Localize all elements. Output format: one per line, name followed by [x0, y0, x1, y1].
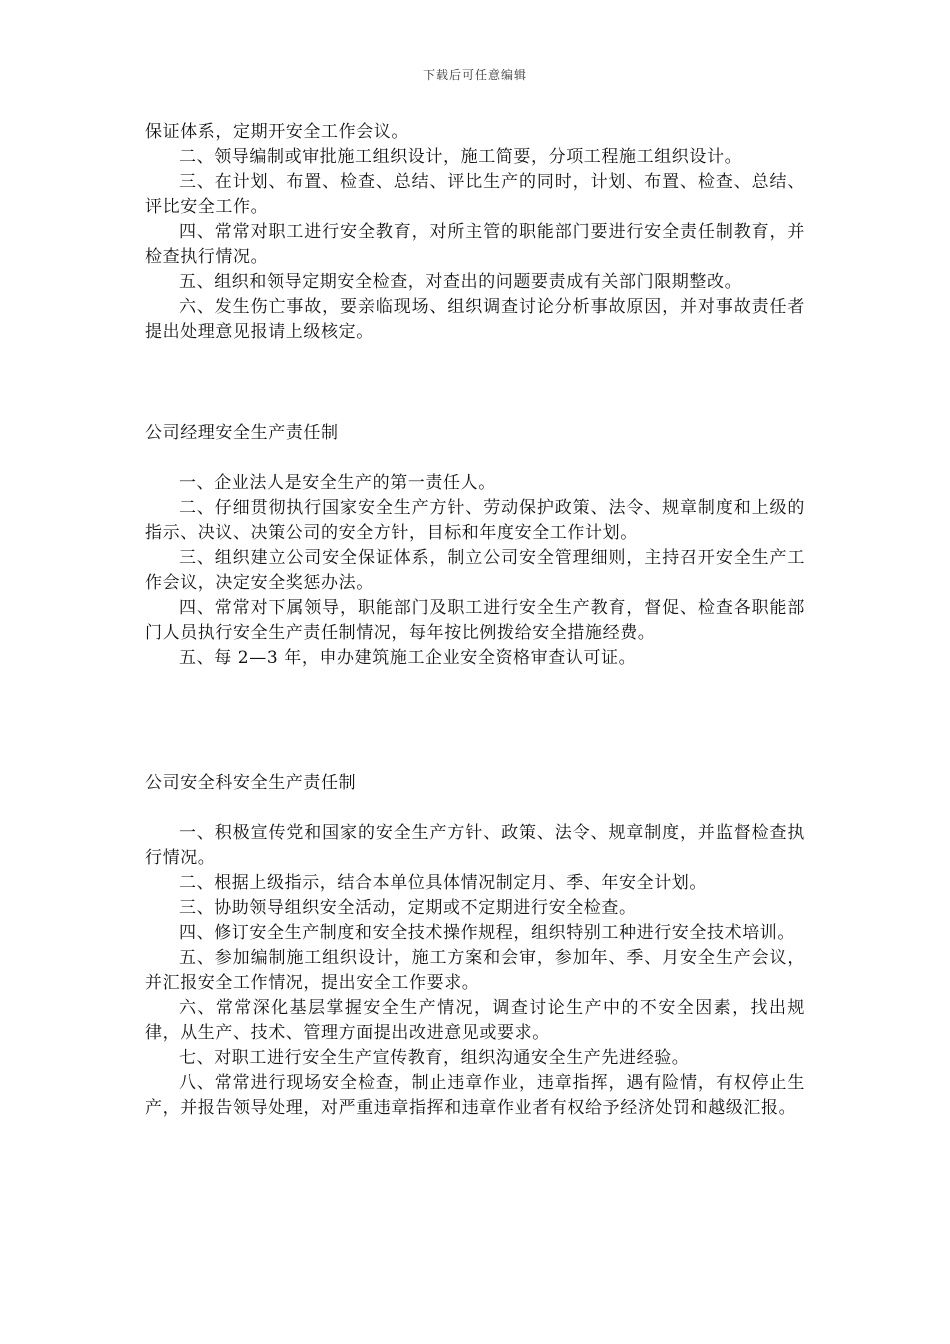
paragraph: 一、积极宣传党和国家的安全生产方针、政策、法令、规章制度，并监督检查执行情况。	[145, 823, 805, 868]
paragraph: 六、常常深化基层掌握安全生产情况，调查讨论生产中的不安全因素，找出规律，从生产、技术、管理方面提出改进意见或要求。	[145, 998, 805, 1043]
paragraph: 保证体系，定期开安全工作会议。	[145, 122, 409, 142]
paragraph: 五、组织和领导定期安全检查，对查出的问题要责成有关部门限期整改。	[179, 272, 743, 292]
paragraph: 五、参加编制施工组织设计，施工方案和会审，参加年、季、月安全生产会议，并汇报安全工作情况，提出安全工作要求。	[145, 948, 805, 993]
paragraph: 四、常常对职工进行安全教育，对所主管的职能部门要进行安全责任制教育，并检查执行情况。	[145, 222, 805, 267]
spacer	[145, 446, 805, 471]
paragraph: 五、每 2—3 年，申办建筑施工企业安全资格审查认可证。	[179, 648, 637, 668]
paragraph: 六、发生伤亡事故，要亲临现场、组织调查讨论分析事故原因，并对事故责任者提出处理意见报请上级核定。	[145, 297, 805, 342]
paragraph: 一、企业法人是安全生产的第一责任人。	[179, 473, 496, 493]
page-header: 下载后可任意编辑	[422, 68, 527, 82]
paragraph: 三、在计划、布置、检查、总结、评比生产的同时，计划、布置、检查、总结、评比安全工作。	[145, 172, 805, 217]
section-title: 公司安全科安全生产责任制	[145, 773, 357, 793]
spacer	[145, 671, 805, 771]
section-continuation	[145, 120, 805, 345]
paragraph: 八、常常进行现场安全检查，制止违章作业，违章指挥，遇有险情，有权停止生产，并报告领导处理，对严重违章指挥和违章作业者有权给予经济处罚和越级汇报。	[145, 1073, 805, 1118]
spacer	[145, 796, 805, 821]
paragraph: 二、根据上级指示，结合本单位具体情况制定月、季、年安全计划。	[179, 873, 707, 893]
spacer	[145, 345, 805, 421]
paragraph: 三、协助领导组织安全活动，定期或不定期进行安全检查。	[179, 898, 637, 918]
section-title: 公司经理安全生产责任制	[145, 423, 339, 443]
paragraph: 三、组织建立公司安全保证体系，制立公司安全管理细则，主持召开安全生产工作会议，决定安全奖惩办法。	[145, 548, 805, 593]
section-manager-responsibility	[145, 421, 805, 671]
section-safety-dept-responsibility	[145, 771, 805, 1121]
paragraph: 二、仔细贯彻执行国家安全生产方针、劳动保护政策、法令、规章制度和上级的指示、决议、决策公司的安全方针，目标和年度安全工作计划。	[145, 498, 805, 543]
document-body	[145, 120, 805, 1121]
paragraph: 四、常常对下属领导，职能部门及职工进行安全生产教育，督促、检查各职能部门人员执行安全生产责任制情况，每年按比例拨给安全措施经费。	[145, 598, 805, 643]
paragraph: 二、领导编制或审批施工组织设计，施工简要，分项工程施工组织设计。	[179, 147, 743, 167]
paragraph: 七、对职工进行安全生产宣传教育，组织沟通安全生产先进经验。	[179, 1048, 690, 1068]
paragraph: 四、修订安全生产制度和安全技术操作规程，组织特别工种进行安全技术培训。	[179, 923, 795, 943]
